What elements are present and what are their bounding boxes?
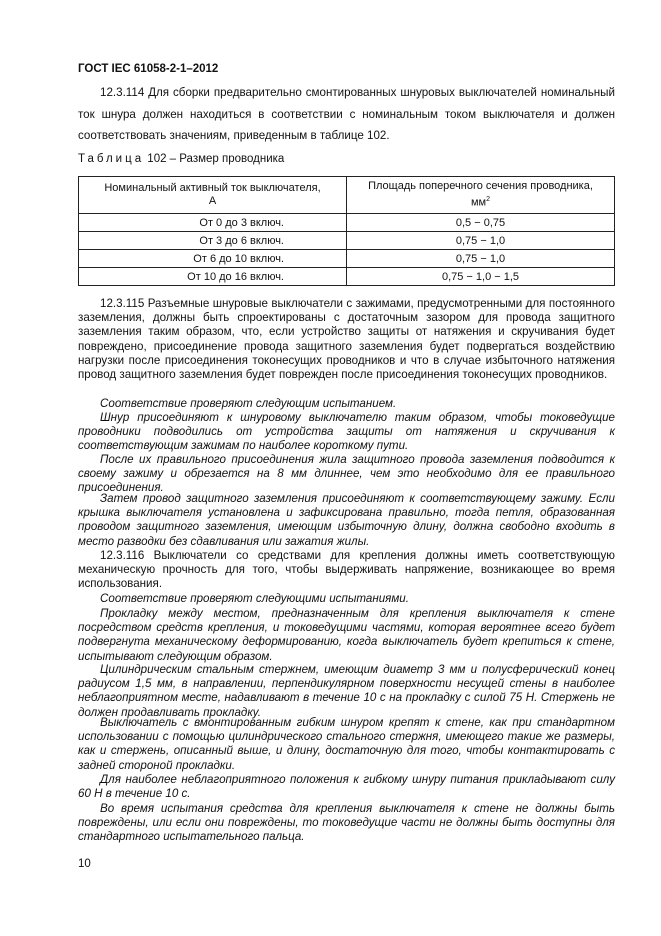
table-header-area-sup: 2	[486, 196, 491, 204]
paragraph-12-3-115: 12.3.115 Разъемные шнуровые выключатели с зажимами, предусмотренными для постоянного заземления, должны быть спроектированы с достаточным зазором для провода защитного заземления таким образом, что, если устройство защиты от натяжения и скручивания будет повреждено, присоединение провода защитного заземления будет подвергаться воздействию нагрузки после присоединения токонесущих проводников и что в случае избыточного натяжения провод защитного заземления будет поврежден после присоединения токонесущих проводников.	[78, 297, 615, 382]
table-cell-current: От 6 до 10 включ.	[79, 250, 347, 268]
test-paragraph-wall-mount: Выключатель с вмонтированным гибким шнуром крепят к стене, как при стандартном использовании с помощью цилиндрического стального стержня, имеющего такие же размеры, как и стержень, описанный выше, и длину, достаточную для того, чтобы контактировать с задней стороной прокладки.	[78, 716, 615, 772]
compliance-check-1: Соответствие проверяют следующим испытанием.	[100, 397, 397, 410]
table-header-row	[79, 177, 615, 214]
table-row	[79, 250, 615, 268]
table-row	[79, 268, 615, 286]
table-cell-area: 0,75 − 1,0 − 1,5	[347, 268, 615, 286]
test-paragraph-earth-loop: Затем провод защитного заземления присоединяют к соответствующему зажиму. Если крышка выключателя установлена и зафиксирована правильно, тогда петля, образованная проводом защитного заземления, имеющим избыточную длину, должна свободно входить в место разводки без сдавливания или зажатия жилы.	[78, 492, 615, 548]
test-paragraph-earth-core: После их правильного присоединения жила защитного провода заземления подводится к своему зажиму и обрезается на 8 мм длиннее, чем это необходимо для ее правильного присоединения.	[78, 453, 615, 495]
table-cell-current: От 10 до 16 включ.	[79, 268, 347, 286]
intro-paragraph: 12.3.114 Для сборки предварительно смонтированных шнуровых выключателей номинальный ток шнура должен находиться в соответствии с номинальным током выключателя и должен соответствовать значениям, приведенным в таблице 102.	[78, 86, 615, 142]
table-caption	[78, 153, 284, 165]
table-cell-area: 0,75 − 1,0	[347, 250, 615, 268]
compliance-check-2: Соответствие проверяют следующими испытаниями.	[100, 592, 409, 605]
conductor-size-table	[78, 176, 615, 286]
table-header-current	[79, 177, 347, 214]
test-paragraph-gasket: Прокладку между местом, предназначенным для крепления выключателя к стене посредством средств крепления, и токоведущими частями, которая вероятнее всего будет подвергнута механическому деформированию, когда выключатель будет крепиться к стене, испытывают следующим образом.	[78, 607, 615, 663]
table-row	[79, 232, 615, 250]
test-paragraph-force: Для наиболее неблагоприятного положения к гибкому шнуру питания прикладывают силу 60 Н в течение 10 с.	[78, 773, 615, 801]
table-caption-prefix: Таблица	[78, 153, 145, 165]
table-cell-current: От 0 до 3 включ.	[79, 214, 347, 232]
table-cell-area: 0,75 − 1,0	[347, 232, 615, 250]
table-header-area-line2: мм	[470, 196, 487, 209]
table-header-area	[347, 177, 615, 214]
page-number: 10	[78, 858, 91, 870]
table-cell-current: От 3 до 6 включ.	[79, 232, 347, 250]
document-header: ГОСТ IEC 61058-2-1–2012	[78, 63, 219, 75]
table-cell-area: 0,5 − 0,75	[347, 214, 615, 232]
table-row	[79, 214, 615, 232]
test-paragraph-rod: Цилиндрическим стальным стержнем, имеющим диаметр 3 мм и полусферический конец радиусом 1,5 мм, в направлении, перпендикулярном поверхности несущей стены в наиболее неблагоприятном месте, надавливают в течение 10 с на прокладку с силой 75 Н. Стержень не должен продавливать прокладку.	[78, 663, 615, 719]
table-caption-text: 102 – Размер проводника	[147, 153, 285, 165]
paragraph-12-3-116: 12.3.116 Выключатели со средствами для крепления должны иметь соответствующую механическую прочность для того, чтобы выдерживать напряжение, возникающее во время использования.	[78, 549, 615, 591]
table-header-current-line1: Номинальный активный ток выключателя,	[104, 182, 321, 194]
test-paragraph-cord: Шнур присоединяют к шнуровому выключателю таким образом, чтобы токоведущие проводники подводились от устройства защиты от натяжения и скручивания к соответствующим зажимам по наиболее короткому пути.	[78, 411, 615, 453]
table-header-area-line1: Площадь поперечного сечения проводника,	[368, 180, 593, 193]
table-header-current-line2: А	[208, 195, 217, 207]
test-paragraph-result: Во время испытания средства для крепления выключателя к стене не должны быть повреждены, или если они повреждены, то токоведущие части не должны быть доступны для стандартного испытательного пальца.	[78, 802, 615, 844]
